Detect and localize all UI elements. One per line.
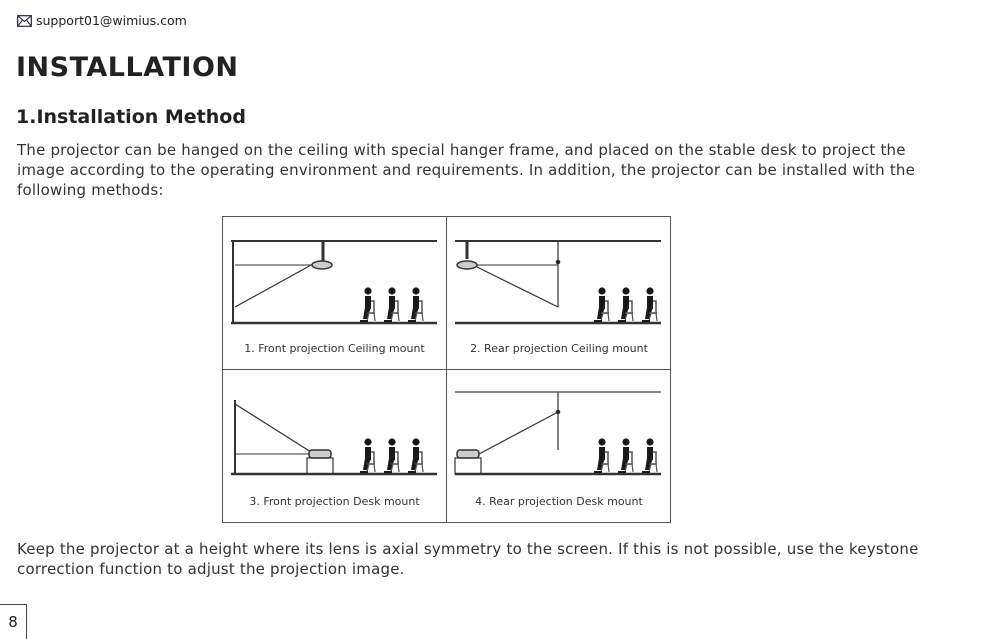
audience-icon [594,438,609,472]
envelope-icon [17,15,32,27]
front-ceiling-diagram [223,217,447,337]
method-front-desk [223,370,447,523]
method-rear-ceiling [447,217,671,370]
note-paragraph: Keep the projector at a height where its lens is axial symmetry to the screen. If this is not possible, use the keystone correction function to adjust the projection image. [17,540,919,578]
audience-icon [384,438,399,472]
method-caption: 4. Rear projection Desk mount [475,495,643,508]
method-caption: 1. Front projection Ceiling mount [244,342,425,355]
method-caption: 2. Rear projection Ceiling mount [470,342,648,355]
audience-icon [384,287,399,321]
audience-icon [618,287,633,321]
page-title: INSTALLATION [16,52,239,83]
email-text: support01@wimius.com [36,13,187,28]
audience-icon [360,438,375,472]
method-rear-desk [447,370,671,523]
audience-icon [642,287,657,321]
audience-icon [594,287,609,321]
method-front-ceiling [223,217,447,370]
section-heading: 1.Installation Method [16,106,246,128]
audience-icon [408,287,423,321]
front-desk-diagram [223,370,447,490]
contact-email [17,13,187,28]
audience-icon [618,438,633,472]
audience-icon [642,438,657,472]
audience-icon [408,438,423,472]
installation-methods-figure [222,216,671,523]
rear-desk-diagram [447,370,671,490]
audience-icon [360,287,375,321]
rear-ceiling-diagram [447,217,671,337]
method-caption: 3. Front projection Desk mount [249,495,420,508]
intro-paragraph: The projector can be hanged on the ceiling with special hanger frame, and placed on the stable desk to project the image according to the operating environment and requirements. In addition, the projector can be installed with the following methods: [17,141,916,199]
page-number: 8 [0,604,27,639]
